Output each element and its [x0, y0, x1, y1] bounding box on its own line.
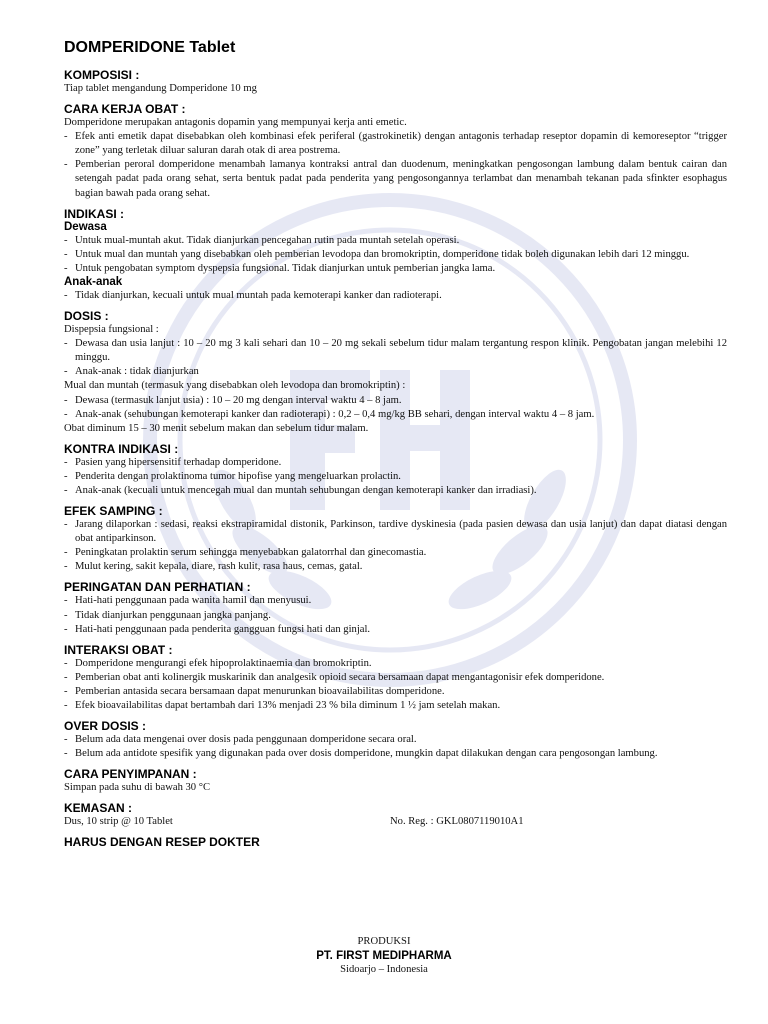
- dosis-dyspepsia-label: Dispepsia fungsional :: [64, 324, 159, 336]
- list-item: - Efek anti emetik dapat disebabkan oleh kombinasi efek periferal (gastrokinetik) dengan antagonis terhadap reseptor dopamin di kemoreseptor “trigger zone” yang terletak diluar saluran darah otak di area postrema.: [64, 131, 727, 157]
- list-item: - Peningkatan prolaktin serum sehingga menyebabkan galatorrhal dan ginecomastia.: [64, 547, 427, 559]
- komposisi-text: Tiap tablet mengandung Domperidone 10 mg: [64, 83, 257, 94]
- peringatan-heading: PERINGATAN DAN PERHATIAN :: [64, 580, 251, 595]
- indikasi-heading: INDIKASI :: [64, 206, 124, 221]
- company-location: Sidoarjo – Indonesia: [340, 964, 428, 975]
- list-item: - Untuk mual-muntah akut. Tidak dianjurkan pencegahan rutin pada muntah setelah operasi.: [64, 234, 460, 246]
- kontra-heading: KONTRA INDIKASI :: [64, 441, 179, 456]
- list-item: - Penderita dengan prolaktinoma tumor hipofise yang mengeluarkan prolactin.: [64, 470, 401, 482]
- overdosis-heading: OVER DOSIS :: [64, 719, 147, 734]
- kemasan-text: Dus, 10 strip @ 10 Tablet: [64, 816, 173, 828]
- list-item: - Hati-hati penggunaan pada penderita gangguan fungsi hati dan ginjal.: [64, 623, 371, 635]
- list-item: - Mulut kering, sakit kepala, diare, rash kulit, rasa haus, cemas, gatal.: [64, 561, 363, 573]
- indikasi-anak-label: Anak-anak: [64, 275, 123, 288]
- cara-kerja-intro: Domperidone merupakan antagonis dopamin yang mempunyai kerja anti emetic.: [64, 117, 407, 129]
- manufacturer-footer: [0, 935, 768, 977]
- list-item: - Pemberian antasida secara bersamaan dapat menurunkan bioavailabilitas domperidone.: [64, 685, 445, 697]
- dosis-heading: DOSIS :: [64, 309, 109, 324]
- penyimpanan-text: Simpan pada suhu di bawah 30 °C: [64, 782, 211, 794]
- list-item: - Belum ada antidote spesifik yang digunakan pada over dosis domperidone, mungkin dapat dilakukan dengan cara pengosongan lambung.: [64, 748, 658, 760]
- list-item: - Pasien yang hipersensitif terhadap domperidone.: [64, 456, 282, 468]
- document-title: DOMPERIDONE Tablet: [64, 39, 236, 56]
- list-item: - Tidak dianjurkan penggunaan jangka panjang.: [64, 609, 271, 621]
- komposisi-heading: KOMPOSISI :: [64, 68, 140, 82]
- document-body: [64, 38, 727, 849]
- list-item: - Pemberian obat anti kolinergik muskarinik dan analgesik opioid secara bersamaan dapat mengantagonisir efek domperidone.: [64, 671, 605, 683]
- list-item: - Belum ada data mengenai over dosis pada penggunaan domperidone secara oral.: [64, 734, 417, 746]
- list-item: - Domperidone mengurangi efek hipoprolaktinaemia dan bromokriptin.: [64, 657, 372, 669]
- interaksi-heading: INTERAKSI OBAT :: [64, 642, 173, 657]
- dosis-mual-label: Mual dan muntah (termasuk yang disebabkan oleh levodopa dan bromokriptin) :: [64, 380, 406, 392]
- registration-number: No. Reg. : GKL0807119010A1: [390, 816, 524, 828]
- indikasi-dewasa-label: Dewasa: [64, 220, 107, 233]
- list-item: - Untuk pengobatan symptom dyspepsia fungsional. Tidak dianjurkan untuk pemberian jangka lama.: [64, 262, 496, 274]
- kemasan-heading: KEMASAN :: [64, 801, 132, 816]
- penyimpanan-heading: CARA PENYIMPANAN :: [64, 767, 197, 782]
- prescription-notice: HARUS DENGAN RESEP DOKTER: [64, 835, 260, 850]
- kemasan-row: [64, 815, 727, 829]
- list-item: - Efek bioavailabilitas dapat bertambah dari 13% menjadi 23 % bila diminum 1 ½ jam setelah makan.: [64, 700, 501, 711]
- list-item: - Anak-anak (sehubungan kemoterapi kanker dan radioterapi) : 0,2 – 0,4 mg/kg BB sehari, dengan interval waktu 4 – 8 jam.: [64, 408, 595, 420]
- list-item: - Hati-hati penggunaan pada wanita hamil dan menyusui.: [64, 595, 312, 607]
- cara-kerja-heading: CARA KERJA OBAT :: [64, 102, 186, 117]
- company-name: PT. FIRST MEDIPHARMA: [316, 950, 452, 962]
- list-item: - Pemberian peroral domperidone menambah lamanya kontraksi antral dan duodenum, meningkatkan pengosongan lambung dalam bentuk cairan dan setengah padat pada orang sehat, serta bentuk padat pada penderita yang pengosongannya terlambat dan menambah tekanan pada sfinkter esophagus bagian bawah pada orang sehat.: [64, 159, 727, 199]
- list-item: - Tidak dianjurkan, kecuali untuk mual muntah pada kemoterapi kanker dan radioterapi.: [64, 289, 442, 301]
- list-item: - Dewasa (termasuk lanjut usia) : 10 – 20 mg dengan interval waktu 4 – 8 jam.: [64, 394, 402, 406]
- efek-heading: EFEK SAMPING :: [64, 504, 163, 519]
- list-item: - Jarang dilaporkan : sedasi, reaksi ekstrapiramidal distonik, Parkinson, tardive dyskinesia (pada pasien dewasa dan usia lanjut) dan dapat diatasi dengan obat antiparkinson.: [64, 519, 727, 545]
- list-item: - Anak-anak (kecuali untuk mencegah mual dan muntah sehubungan dengan kemoterapi kanker dan irradiasi).: [64, 484, 537, 496]
- list-item: - Dewasa dan usia lanjut : 10 – 20 mg 3 kali sehari dan 10 – 20 mg sekali sebelum tidur malam tergantung respon klinik. Pengobatan jangan melebihi 12 minggu.: [64, 338, 727, 364]
- list-item: - Anak-anak : tidak dianjurkan: [64, 366, 199, 378]
- produksi-label: PRODUKSI: [357, 936, 411, 947]
- dosis-note: Obat diminum 15 – 30 menit sebelum makan dan sebelum tidur malam.: [64, 422, 369, 434]
- list-item: - Untuk mual dan muntah yang disebabkan oleh pemberian levodopa dan bromokriptin, domperidone tidak boleh digunakan lebih dari 12 minggu.: [64, 248, 690, 260]
